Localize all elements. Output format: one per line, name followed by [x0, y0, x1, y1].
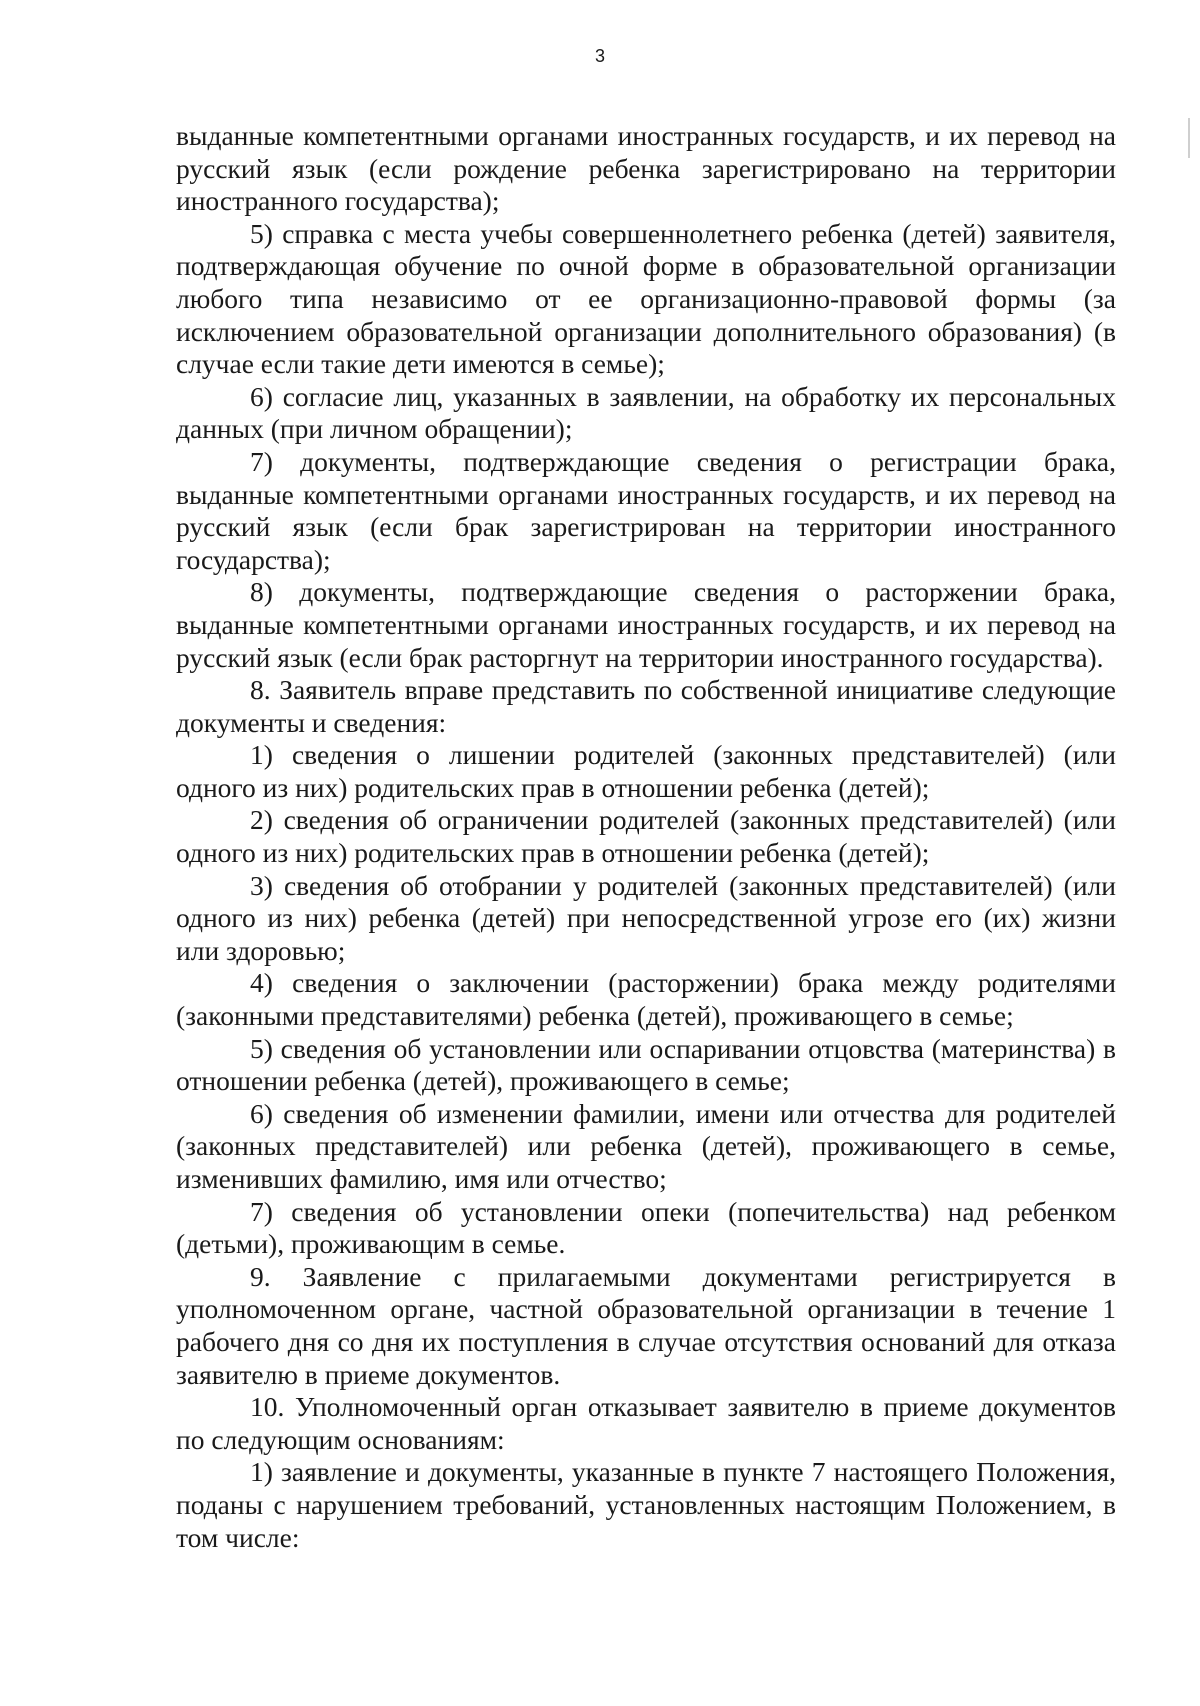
paragraph-continuation: выданные компетентными органами иностранных государств, и их перевод на русский язык (если рождение ребенка зарегистрировано на территории иностранного государства); [176, 120, 1116, 217]
paragraph-item-7: 7) документы, подтверждающие сведения о регистрации брака, выданные компетентными органами иностранных государств, и их перевод на русский язык (если брак зарегистрирован на территории иностранного государства); [176, 445, 1116, 575]
paragraph-clause-10: 10. Уполномоченный орган отказывает заявителю в приеме документов по следующим основаниям: [176, 1391, 1116, 1455]
scan-artifact-mark [1188, 118, 1190, 158]
paragraph-item-5: 5) справка с места учебы совершеннолетнего ребенка (детей) заявителя, подтверждающая обучение по очной форме в образовательной организации любого типа независимо от ее организационно-правовой формы (за исключением образовательной организации дополнительного образования) (в случае если такие дети имеются в семье); [176, 217, 1116, 380]
paragraph-clause-8-item-6: 6) сведения об изменении фамилии, имени или отчества для родителей (законных представителей) или ребенка (детей), проживающего в семье, изменивших фамилию, имя или отчество; [176, 1097, 1116, 1194]
paragraph-clause-8-item-5: 5) сведения об установлении или оспаривании отцовства (материнства) в отношении ребенка (детей), проживающего в семье; [176, 1032, 1116, 1097]
paragraph-item-8: 8) документы, подтверждающие сведения о расторжении брака, выданные компетентными органами иностранных государств, и их перевод на русский язык (если брак расторгнут на территории иностранного государства). [176, 576, 1116, 673]
page-number: 3 [594, 46, 605, 66]
document-body [176, 120, 1116, 1554]
paragraph-clause-8-item-3: 3) сведения об отобрании у родителей (законных представителей) (или одного из них) ребенка (детей) при непосредственной угрозе его (их) жизни или здоровью; [176, 869, 1116, 966]
paragraph-clause-9: 9. Заявление с прилагаемыми документами регистрируется в уполномоченном органе, частной образовательной организации в течение 1 рабочего дня со дня их поступления в случае отсутствия оснований для отказа заявителю в приеме документов. [176, 1260, 1116, 1390]
paragraph-clause-8-item-7: 7) сведения об установлении опеки (попечительства) над ребенком (детьми), проживающим в семье. [176, 1195, 1116, 1260]
paragraph-clause-8-item-4: 4) сведения о заключении (расторжении) брака между родителями (законными представителями) ребенка (детей), проживающего в семье; [176, 967, 1116, 1032]
paragraph-clause-8: 8. Заявитель вправе представить по собственной инициативе следующие документы и сведения: [176, 674, 1116, 738]
paragraph-item-6: 6) согласие лиц, указанных в заявлении, на обработку их персональных данных (при личном обращении); [176, 380, 1116, 445]
paragraph-clause-8-item-2: 2) сведения об ограничении родителей (законных представителей) (или одного из них) родительских прав в отношении ребенка (детей); [176, 804, 1116, 869]
paragraph-clause-10-item-1: 1) заявление и документы, указанные в пункте 7 настоящего Положения, поданы с нарушением требований, установленных настоящим Положением, в том числе: [176, 1456, 1116, 1553]
paragraph-clause-8-item-1: 1) сведения о лишении родителей (законных представителей) (или одного из них) родительских прав в отношении ребенка (детей); [176, 739, 1116, 803]
